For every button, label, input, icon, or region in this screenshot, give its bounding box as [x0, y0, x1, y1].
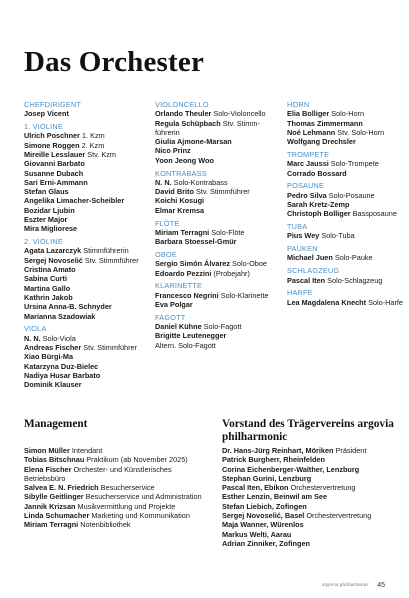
member-entry: [24, 380, 150, 389]
member-entry: [155, 228, 281, 237]
member-entry: [155, 146, 281, 155]
orchestra-column-3: [287, 100, 407, 310]
member-entry: [24, 196, 150, 205]
member-role: (Probejahr): [211, 268, 250, 278]
member-entry: [155, 237, 281, 246]
member-entry: [24, 446, 214, 455]
member-role: Solo-Horn: [329, 109, 365, 119]
vorstand-heading: Vorstand des Trägervereins argovia philharmonic: [222, 418, 394, 443]
member-role: Solo-Trompete: [328, 159, 379, 169]
member-name: Katarzyna Duz-Bielec: [24, 361, 99, 371]
member-name: Mira Migliorese: [24, 224, 78, 234]
member-entry: [155, 109, 281, 118]
section: [287, 222, 407, 241]
member-name: Susanne Dubach: [24, 168, 84, 178]
member-name: Giovanni Barbato: [24, 159, 85, 169]
member-name: Markus Welti, Aarau: [222, 529, 292, 539]
member-role: Besucherservice und Administration: [83, 492, 202, 502]
member-entry: [24, 206, 150, 215]
member-entry: [24, 150, 150, 159]
member-role: Orchestervertretung: [304, 511, 372, 521]
section: [287, 266, 407, 285]
member-name: Edoardo Pezzini: [155, 268, 212, 278]
member-entry: [222, 465, 404, 474]
member-role: Orchestervertretung: [288, 483, 356, 493]
member-entry: [287, 191, 407, 200]
member-entry: [222, 502, 404, 511]
member-entry: [24, 502, 214, 511]
member-role: Solo-Oboe: [230, 259, 267, 269]
member-name: Ursina Anna-B. Schnyder: [24, 302, 112, 312]
member-entry: [155, 259, 281, 268]
member-entry: [24, 178, 150, 187]
member-entry: [222, 474, 404, 483]
section-title: VIOLONCELLO: [155, 100, 209, 109]
section-title: POSAUNE: [287, 181, 325, 191]
member-name: Kathrin Jakob: [24, 292, 73, 302]
section: [155, 250, 281, 278]
footer-publication: argovia philharmonic: [321, 582, 369, 588]
section-title: 1. VIOLINE: [24, 122, 63, 132]
section: [287, 181, 407, 218]
member-entry: [155, 341, 281, 350]
member-entry: [222, 455, 404, 464]
member-role: Altern. Solo-Fagott: [155, 340, 216, 350]
member-name: Eszter Major: [24, 215, 68, 225]
member-role: Stv. Stimmführer: [81, 342, 138, 352]
member-role: Solo-Tuba: [319, 231, 355, 241]
member-entry: [24, 265, 150, 274]
member-role: Stv. Solo-Horn: [335, 127, 385, 137]
member-role: Intendant: [69, 446, 103, 455]
member-entry: [155, 291, 281, 300]
member-name: Sibylle Geitlinger: [24, 492, 84, 502]
member-name: Daniel Kühne: [155, 322, 202, 332]
member-name: Jannik Krizsan: [24, 501, 76, 511]
member-name: Wolfgang Drechsler: [287, 137, 356, 147]
section: [24, 237, 150, 321]
member-role: Solo-Flöte: [209, 227, 245, 237]
member-entry: [287, 119, 407, 128]
orchestra-column-2: [155, 100, 281, 353]
section-title: CHEFDIRIGENT: [24, 100, 82, 109]
member-name: Noé Lehmann: [287, 127, 336, 137]
member-entry: [24, 284, 150, 293]
member-entry: [24, 187, 150, 196]
member-role: Solo-Pauke: [332, 253, 373, 263]
member-name: Yoon Jeong Woo: [155, 155, 214, 165]
member-entry: [287, 276, 407, 285]
section: [287, 150, 407, 178]
member-entry: [24, 312, 150, 321]
member-name: Adrian Zinniker, Zofingen: [222, 538, 310, 548]
member-name: David Brito: [155, 187, 194, 197]
section: [155, 281, 281, 309]
member-name: Michael Juen: [287, 253, 333, 263]
member-name: Simone Roggen: [24, 140, 80, 150]
member-name: Sari Erni-Ammann: [24, 177, 88, 187]
member-name: Josep Vicent: [24, 109, 69, 119]
member-role: Stimmführerin: [81, 246, 129, 256]
member-name: Miriam Terragni: [24, 520, 79, 530]
member-name: Lea Magdalena Knecht: [287, 297, 367, 307]
section-title: FAGOTT: [155, 312, 186, 322]
member-entry: [24, 159, 150, 168]
section: [24, 122, 150, 234]
member-entry: [24, 465, 214, 484]
member-role: Notenbibliothek: [78, 520, 131, 530]
member-role: Orchester- und Künstlerisches Betriebsbüro: [24, 464, 172, 483]
member-name: Corina Eichenberger-Walther, Lenzburg: [222, 464, 360, 474]
member-entry: [24, 352, 150, 361]
member-role: Solo-Fagott: [201, 322, 242, 332]
member-name: Dr. Hans-Jürg Reinhart, Möriken: [222, 446, 334, 455]
member-entry: [24, 334, 150, 343]
member-entry: [222, 483, 404, 492]
member-name: Miriam Terragni: [155, 227, 210, 237]
member-name: Tobias Bitschnau: [24, 455, 85, 465]
member-entry: [155, 187, 281, 196]
section: [24, 100, 150, 119]
member-entry: [155, 196, 281, 205]
member-name: Pedro Silva: [287, 190, 327, 200]
section-title: FLÖTE: [155, 218, 180, 228]
member-entry: [287, 109, 407, 118]
member-name: Marianna Szadowiak: [24, 311, 96, 321]
member-role: Stv. Stimmführer: [193, 187, 250, 197]
member-entry: [24, 371, 150, 380]
section-title: TUBA: [287, 222, 308, 232]
orchestra-column-1: [24, 100, 150, 393]
member-role: Stv. Stimmführerin: [155, 118, 260, 137]
member-entry: [24, 109, 150, 118]
member-name: Pascal Iten, Ebikon: [222, 483, 289, 493]
member-name: Angelika Limacher-Scheibler: [24, 196, 125, 206]
member-role: Bassposaune: [350, 209, 397, 219]
member-name: Christoph Bolliger: [287, 209, 351, 219]
member-name: Sabina Curti: [24, 274, 67, 284]
member-name: Xiao Bürgi-Ma: [24, 352, 74, 362]
member-entry: [24, 215, 150, 224]
member-entry: [222, 530, 404, 539]
section-title: HORN: [287, 100, 310, 109]
member-entry: [24, 274, 150, 283]
member-entry: [24, 455, 214, 464]
member-name: Maja Wanner, Würenlos: [222, 520, 304, 530]
member-name: Stefan Glaus: [24, 187, 69, 197]
member-entry: [155, 269, 281, 278]
member-name: Nadiya Husar Barbato: [24, 370, 101, 380]
member-role: Stv. Stimmführer: [82, 255, 139, 265]
member-name: Elia Bolliger: [287, 109, 330, 119]
member-entry: [155, 206, 281, 215]
section-title: TROMPETE: [287, 149, 330, 159]
section: [155, 169, 281, 215]
member-role: Solo-Viola: [40, 333, 76, 343]
member-entry: [222, 520, 404, 529]
member-entry: [222, 492, 404, 501]
member-name: Linda Schumacher: [24, 511, 90, 521]
member-role: Solo-Posaune: [326, 190, 375, 200]
management-list: [24, 446, 214, 530]
member-role: Solo-Violoncello: [211, 109, 266, 119]
member-entry: [24, 141, 150, 150]
member-entry: [24, 343, 150, 352]
member-name: Dominik Klauser: [24, 380, 82, 390]
section-title: KLARINETTE: [155, 281, 203, 291]
member-role: 1. Kzm: [79, 131, 105, 141]
member-entry: [155, 156, 281, 165]
section-title: HARFE: [287, 288, 313, 298]
member-name: Marc Jaussi: [287, 159, 329, 169]
member-name: Andreas Fischer: [24, 342, 82, 352]
member-entry: [155, 300, 281, 309]
member-role: Besucherservice: [98, 483, 155, 493]
member-entry: [24, 293, 150, 302]
member-entry: [24, 483, 214, 492]
member-entry: [24, 131, 150, 140]
member-entry: [24, 256, 150, 265]
member-role: Solo-Kontrabass: [171, 177, 228, 187]
member-name: Nico Prinz: [155, 146, 191, 156]
section-title: SCHLAGZEUG: [287, 266, 340, 276]
member-entry: [287, 159, 407, 168]
member-name: Bozidar Ljubin: [24, 205, 75, 215]
section: [287, 288, 407, 307]
member-entry: [155, 322, 281, 331]
member-entry: [287, 137, 407, 146]
member-entry: [222, 446, 404, 455]
member-name: Barbara Stoessel-Gmür: [155, 237, 237, 247]
member-name: Koichi Kosugi: [155, 196, 205, 206]
member-entry: [287, 298, 407, 307]
section: [155, 100, 281, 165]
member-entry: [155, 137, 281, 146]
member-name: Esther Lenzin, Beinwil am See: [222, 492, 328, 502]
member-name: Elena Fischer: [24, 464, 72, 474]
member-name: Simon Müller: [24, 446, 70, 455]
member-entry: [155, 119, 281, 138]
section: [155, 219, 281, 247]
member-entry: [287, 231, 407, 240]
member-entry: [222, 511, 404, 520]
member-name: Martina Gallo: [24, 283, 71, 293]
member-name: Sarah Kretz-Zemp: [287, 199, 350, 209]
member-role: Solo-Klarinette: [218, 290, 269, 300]
section-title: OBOE: [155, 249, 177, 259]
section-title: KONTRABASS: [155, 168, 207, 178]
member-entry: [24, 520, 214, 529]
member-name: Francesco Negrini: [155, 290, 219, 300]
member-name: Stefan Liebich, Zofingen: [222, 501, 307, 511]
member-entry: [287, 169, 407, 178]
member-name: Mireille Lesslauer: [24, 149, 86, 159]
member-entry: [287, 128, 407, 137]
member-name: N. N.: [155, 177, 172, 187]
member-name: Sergej Novoselić, Basel: [222, 511, 305, 521]
section: [155, 313, 281, 350]
member-entry: [24, 246, 150, 255]
member-name: Salvea E. N. Friedrich: [24, 483, 99, 493]
member-role: Solo-Schlagzeug: [325, 275, 383, 285]
section-title: 2. VIOLINE: [24, 237, 63, 247]
member-entry: [24, 169, 150, 178]
page-title: Das Orchester: [24, 46, 205, 78]
member-entry: [222, 539, 404, 548]
section-title: PAUKEN: [287, 244, 318, 254]
page-number: 45: [377, 582, 385, 589]
member-name: Thomas Zimmermann: [287, 118, 363, 128]
member-name: Elmar Kremsa: [155, 205, 205, 215]
member-role: Präsident: [333, 446, 367, 455]
member-entry: [287, 200, 407, 209]
section-title: VIOLA: [24, 324, 47, 334]
member-entry: [24, 511, 214, 520]
member-name: Corrado Bossard: [287, 168, 347, 178]
member-name: Orlando Theuler: [155, 109, 212, 119]
vorstand-list: [222, 446, 404, 548]
member-entry: [155, 331, 281, 340]
member-name: Pascal Iten: [287, 275, 326, 285]
member-name: Stephan Gurini, Lenzburg: [222, 473, 312, 483]
member-name: Ulrich Poschner: [24, 131, 80, 141]
member-entry: [24, 302, 150, 311]
member-role: Stv. Kzm: [85, 149, 116, 159]
member-entry: [155, 178, 281, 187]
member-entry: [287, 209, 407, 218]
member-role: Marketing und Kommunikation: [89, 511, 190, 521]
member-entry: [24, 224, 150, 233]
management-heading: Management: [24, 418, 88, 430]
member-name: Brigitte Leutenegger: [155, 331, 227, 341]
member-name: Giulia Ajmone-Marsan: [155, 137, 232, 147]
section: [24, 324, 150, 389]
member-name: Sergej Novoselić: [24, 255, 83, 265]
member-name: Agata Lazarczyk: [24, 246, 82, 256]
member-name: Regula Schüpbach: [155, 118, 221, 128]
member-name: Patrick Burgherr, Rheinfelden: [222, 455, 325, 465]
member-entry: [24, 492, 214, 501]
member-name: Sergio Simón Álvarez: [155, 259, 231, 269]
member-entry: [24, 362, 150, 371]
section: [287, 100, 407, 146]
member-name: Eva Polgar: [155, 299, 193, 309]
member-role: 2. Kzm: [79, 140, 105, 150]
member-role: Musikvermittlung und Projekte: [75, 501, 176, 511]
member-name: N. N.: [24, 333, 41, 343]
member-role: Praktikum (ab November 2025): [84, 455, 188, 465]
member-role: Solo-Harfe: [366, 297, 403, 307]
member-entry: [287, 253, 407, 262]
section: [287, 244, 407, 263]
member-name: Pius Wey: [287, 231, 320, 241]
member-name: Cristina Amato: [24, 265, 76, 275]
